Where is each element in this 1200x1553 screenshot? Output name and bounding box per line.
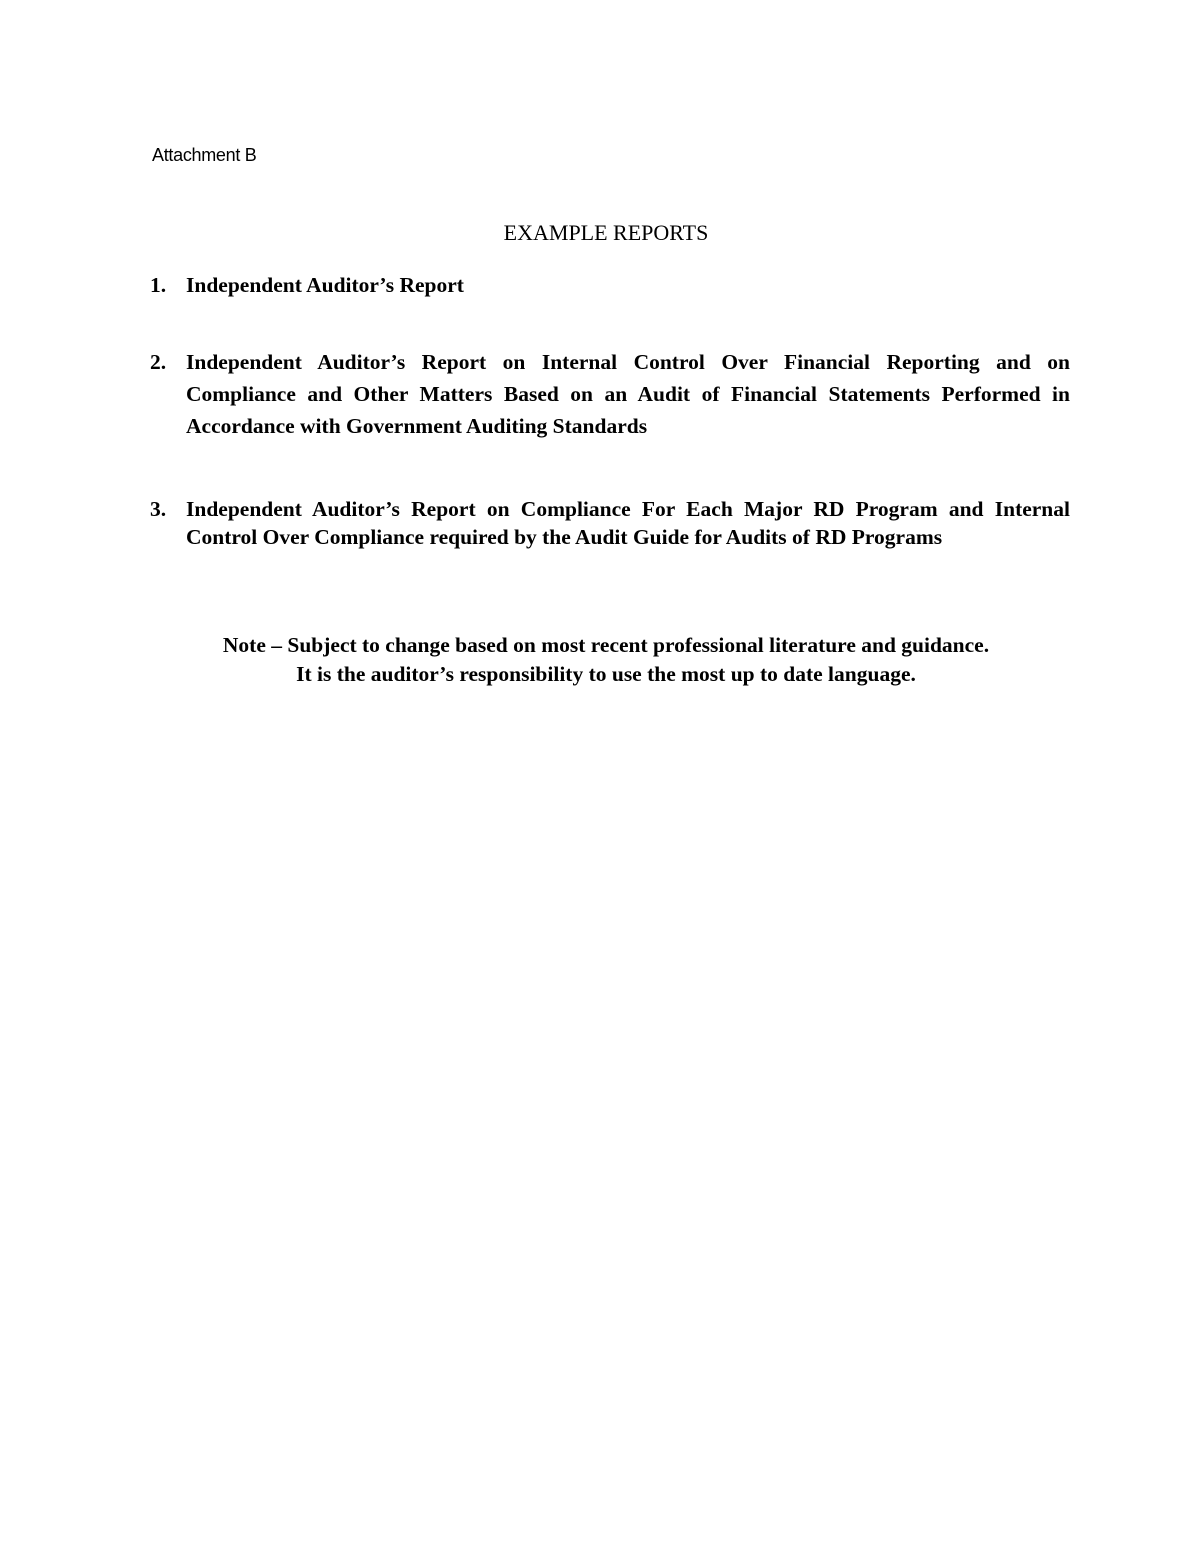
attachment-label: Attachment B [152,145,257,165]
report-list-item-3 [150,495,1070,551]
disclaimer-note [0,631,1200,689]
list-item-text: Independent Auditor’s Report on Compliance For Each Major RD Program and Internal Control Over Compliance required by the Audit Guide for Audits of RD Programs [186,497,1070,549]
list-item-text: Independent Auditor’s Report [186,273,464,297]
report-list-item-2 [150,346,1070,442]
document-title: EXAMPLE REPORTS [503,220,709,245]
report-list-item-1 [150,269,1070,301]
note-line-1: Note – Subject to change based on most recent professional literature and guidance. [222,633,990,657]
note-line-2: It is the auditor’s responsibility to use the most up to date language. [296,662,916,686]
list-item-number: 2. [150,350,167,374]
list-item-text: Independent Auditor’s Report on Internal Control Over Financial Reporting and on Compliance and Other Matters Based on an Audit of Financial Statements Performed in Accordance with Government Auditing Standards [186,350,1070,438]
list-item-number: 1. [150,273,167,297]
list-item-number: 3. [150,497,167,521]
